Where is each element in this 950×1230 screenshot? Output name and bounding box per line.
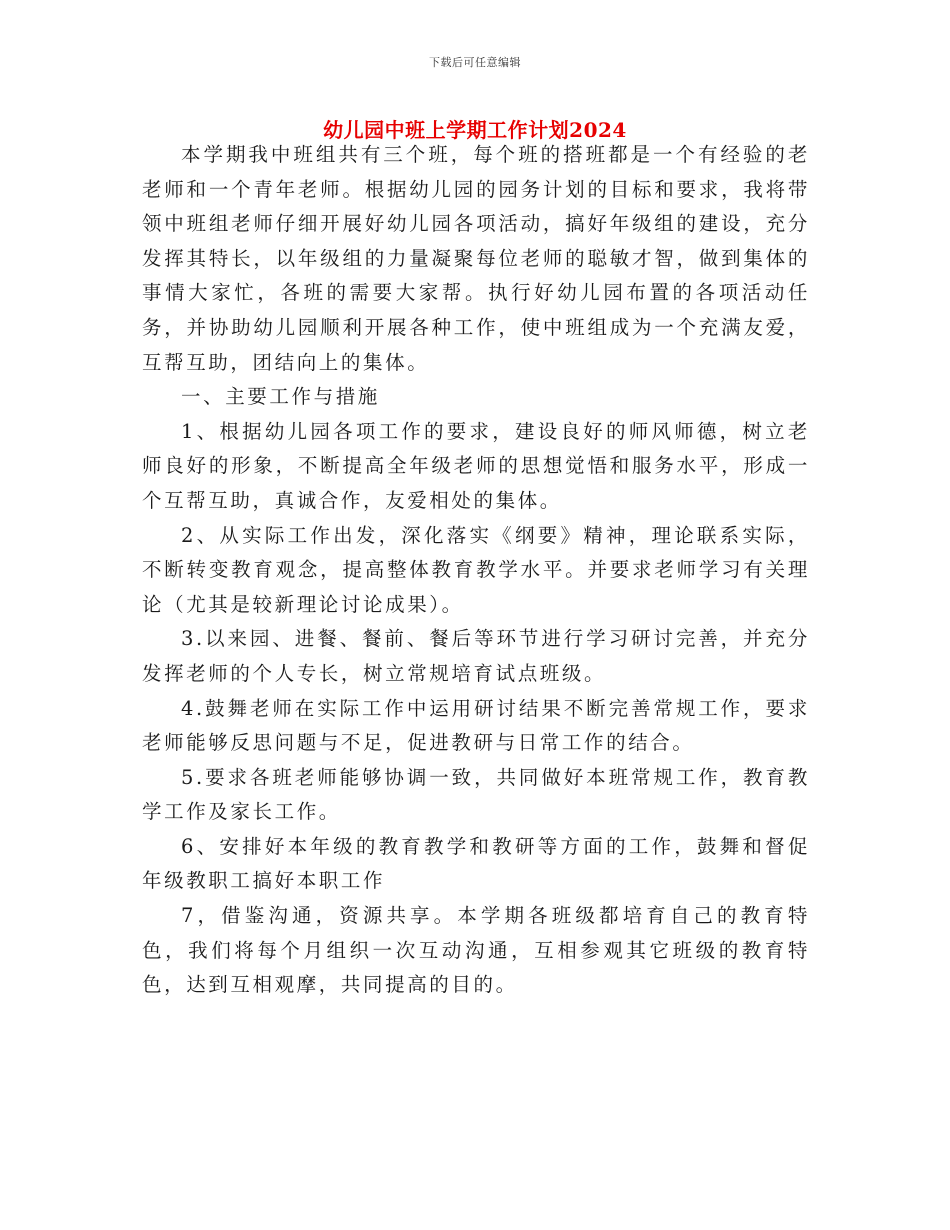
document-body: [142, 138, 810, 1003]
paragraph-item-6: 6、安排好本年级的教育教学和教研等方面的工作，鼓舞和督促年级教职工搞好本职工作: [142, 834, 810, 893]
section-heading: 一、主要工作与措施: [181, 385, 380, 409]
document-title: 幼儿园中班上学期工作计划2024: [323, 118, 627, 142]
paragraph-item-4: 4.鼓舞老师在实际工作中运用研讨结果不断完善常规工作，要求老师能够反思问题与不足，促进教研与日常工作的结合。: [142, 696, 810, 755]
paragraph-item-5: 5.要求各班老师能够协调一致，共同做好本班常规工作，教育教学工作及家长工作。: [142, 765, 810, 824]
paragraph-item-1: 1、根据幼儿园各项工作的要求，建设良好的师风师德，树立老师良好的形象，不断提高全年级老师的思想觉悟和服务水平，形成一个互帮互助，真诚合作，友爱相处的集体。: [142, 419, 810, 512]
paragraph-item-2: 2、从实际工作出发，深化落实《纲要》精神，理论联系实际，不断转变教育观念，提高整体教育教学水平。并要求老师学习有关理论（尤其是较新理论讨论成果）。: [142, 523, 810, 616]
paragraph-item-7: 7，借鉴沟通，资源共享。本学期各班级都培育自己的教育特色，我们将每个月组织一次互动沟通，互相参观其它班级的教育特色，达到互相观摩，共同提高的目的。: [142, 904, 810, 997]
paragraph-item-3: 3.以来园、进餐、餐前、餐后等环节进行学习研讨完善，并充分发挥老师的个人专长，树立常规培育试点班级。: [142, 627, 810, 685]
paragraph-intro: 本学期我中班组共有三个班，每个班的搭班都是一个有经验的老老师和一个青年老师。根据幼儿园的园务计划的目标和要求，我将带领中班组老师仔细开展好幼儿园各项活动，搞好年级组的建设，充分发挥其特长，以年级组的力量凝聚每位老师的聪敏才智，做到集体的事情大家忙，各班的需要大家帮。执行好幼儿园布置的各项活动任务，并协助幼儿园顺利开展各种工作，使中班组成为一个充满友爱，互帮互助，团结向上的集体。: [142, 143, 810, 374]
header-note: 下载后可任意编辑: [429, 56, 521, 69]
